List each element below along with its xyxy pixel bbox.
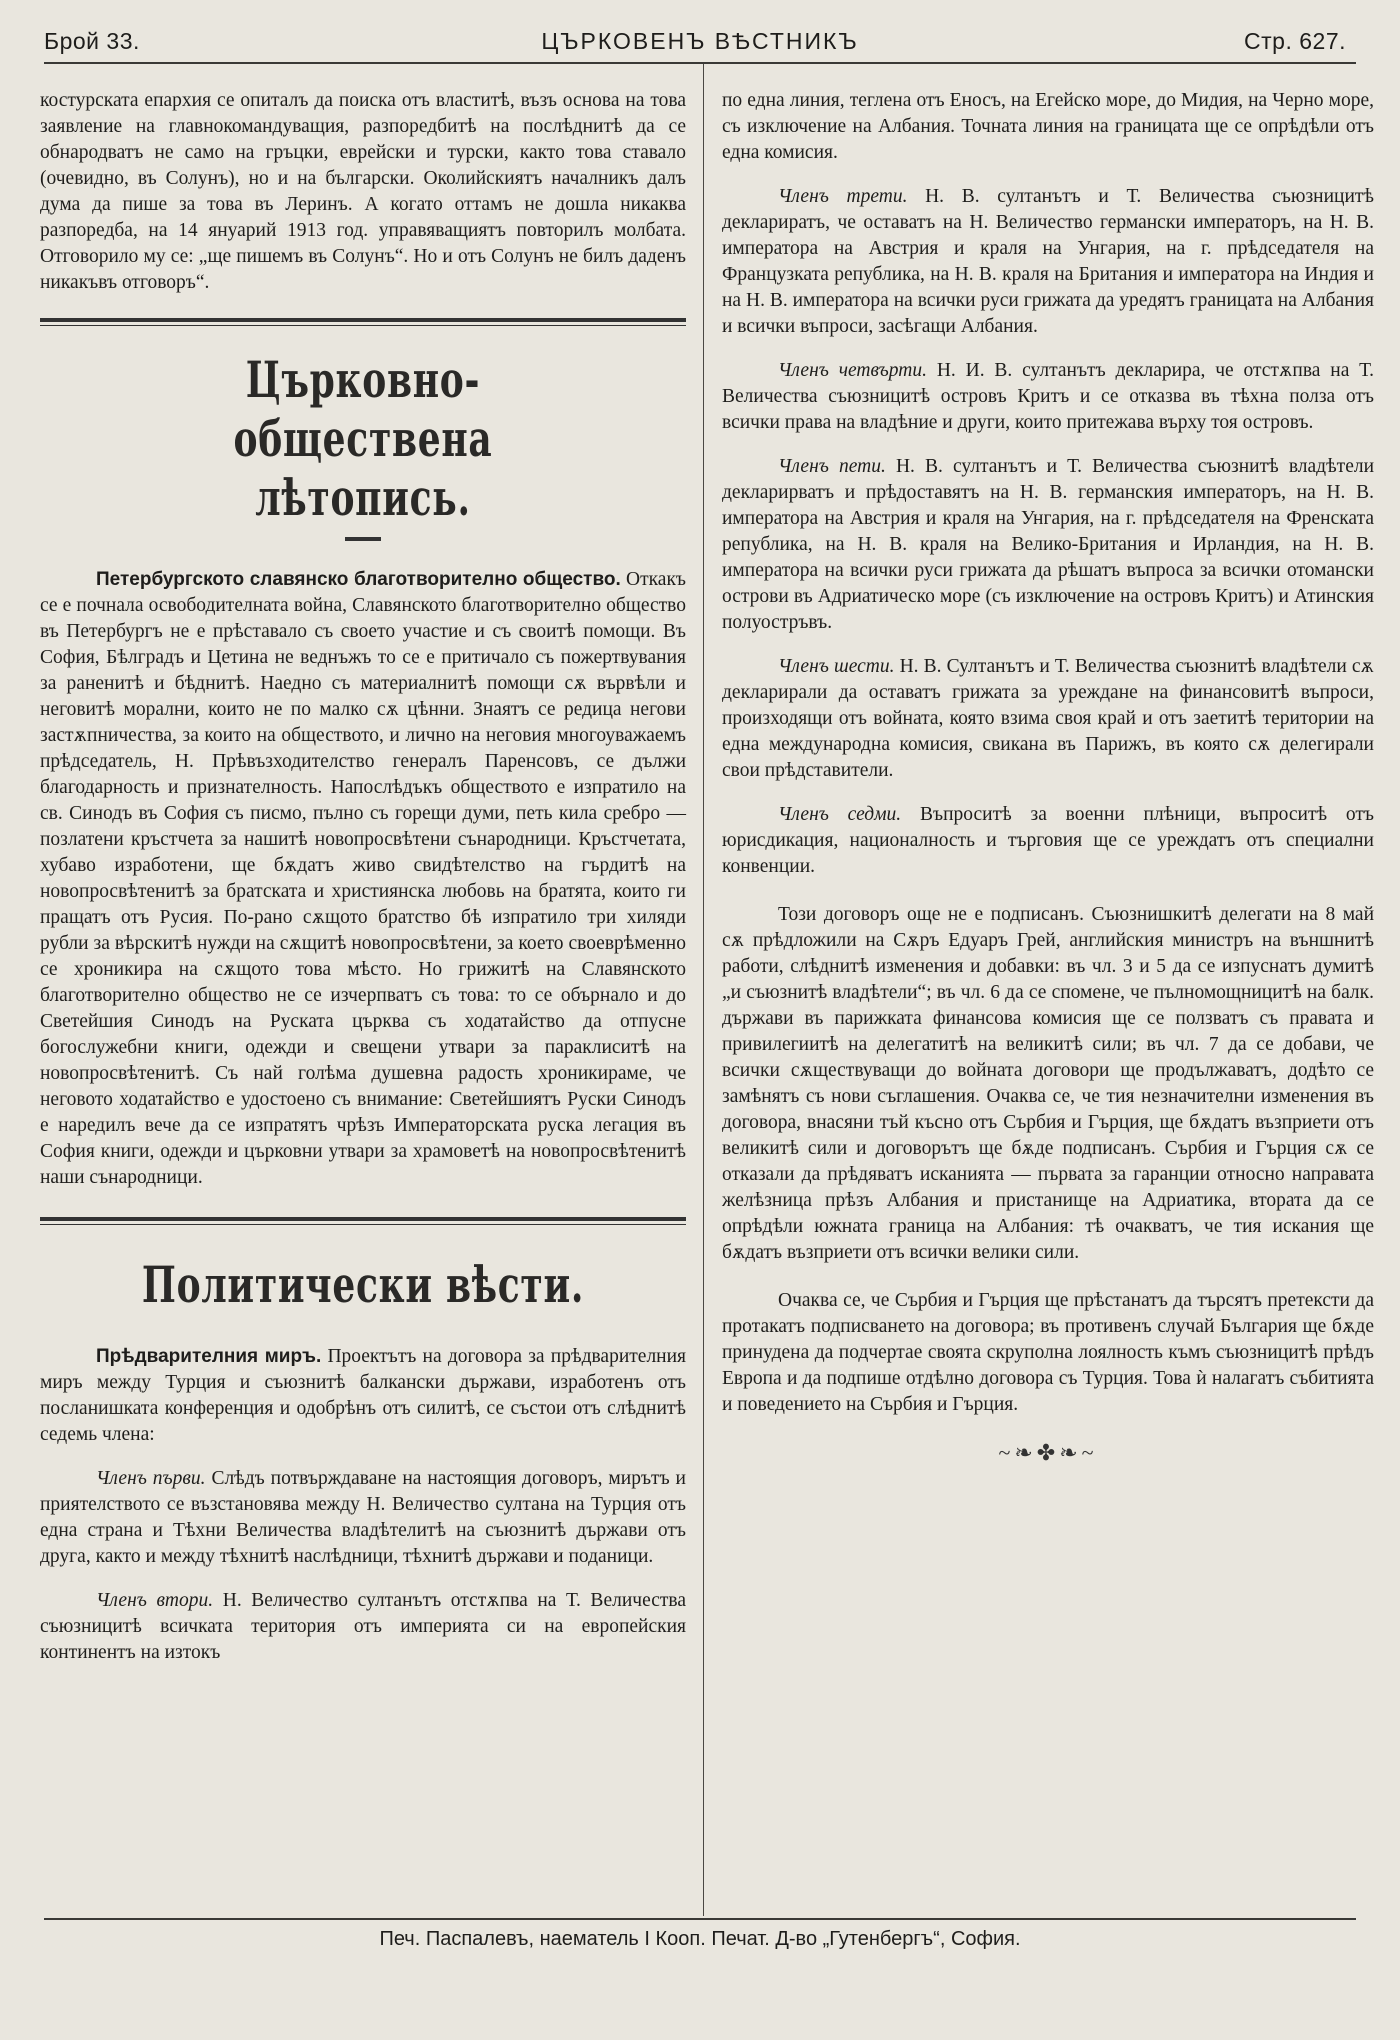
printer-imprint: Печ. Паспалевъ, наематель I Кооп. Печат. Д-во „Гутенбергъ“, София. bbox=[44, 1918, 1356, 1951]
clause-text: Н. В. султанътъ и Т. Величества съюзницитѣ деклариратъ, че оставатъ на Н. Величество германски императоръ, на Н. В. императора на Австрия и краля на Унгария, на г. прѣдседателя на Французката република, на Н. В. краля на Британия и императора на Индия и на Н. В. императора на всички руси грижата да уредятъ границата на Албания и всички въпроси, засѣгащи Албания. bbox=[722, 186, 1375, 337]
clause-label: Членъ трети. bbox=[778, 186, 908, 207]
section-rule bbox=[40, 1217, 686, 1225]
article-clause-3 bbox=[722, 184, 1374, 340]
left-column bbox=[40, 88, 686, 1666]
article-clause-7 bbox=[722, 802, 1374, 880]
clause-text: Н. Величество султанътъ отстѫпва на Т. Величества съюзницитѣ всичката територия отъ империята си на европейския континентъ на изтокъ bbox=[40, 1590, 686, 1663]
article-lead: Прѣдварителния миръ. bbox=[96, 1346, 322, 1367]
section-title-politics: Политически вѣсти. bbox=[141, 1255, 585, 1314]
clause-text: Н. В. султанътъ и Т. Величества съюзнитѣ владѣтели декларирватъ и прѣдоставятъ на Н. В. германския императоръ, на Н. В. императора на Австрия и краля на Унгария, на г. прѣдседателя на Френската република, на Н. В. краля на Велико-Британия и Ирландия, на Н. В. императора на всички руси грижата да рѣшатъ въпроса за всички отомански острови въ Адриатическо море (съ изключение на островъ Критъ) и Атинския полуостръвъ. bbox=[722, 456, 1375, 633]
clause-text: Въпроситѣ за военни плѣници, въпроситѣ отъ юрисдикация, националность и търговия ще се уреждатъ отъ специални конвенции. bbox=[722, 804, 1375, 877]
column-divider bbox=[703, 64, 704, 1916]
issue-number: Брой 33. bbox=[44, 28, 140, 54]
clause-label: Членъ шести. bbox=[778, 656, 895, 677]
page-header bbox=[44, 18, 1356, 64]
clause-label: Членъ първи. bbox=[96, 1468, 206, 1489]
article-body: Откакъ се е почнала освободителната война, Славянското благотворително общество въ Петербургъ не е прѣставало съ своето участие и съ своитѣ помощи. Въ София, Бѣлградъ и Цетина не веднъжъ то се е притичало съ пожертвувания за раненитѣ и бѣднитѣ. Наедно съ материалнитѣ помощи сѫ вървѣли и неговитѣ морални, които не по малко сѫ цѣнни. Знаятъ се редица негови застѫпничества, за които на обществото, и лично на неговия многоуважаемъ прѣдседатель, Н. Прѣвъзходителство генералъ Паренсовъ, се дължи благодарность и признателность. Напослѣдъкъ обществото е изпратило на св. Синодъ въ София съ писмо, пълно съ горещи думи, петь кила сребро — позлатени кръстчета за нашитѣ новопросвѣтени сънародници. Кръстчетата, хубаво изработени, ще бѫдатъ живо свидѣтелство на гърдитѣ на новопросвѣтенитѣ за братската и християнска любовь на братята, които ги пращатъ отъ Русия. По-рано сѫщото братство бѣ изпратило три хиляди рубли за вѣрскитѣ нужди на сѫщитѣ новопросвѣтени, за което своеврѣменно се хроникира на сѫщото това мѣсто. Но грижитѣ на Славянското благотворително общество не се изчерпватъ съ това: то се обърнало и до Светейшия Синодъ на Руската църква съ ходатайство да отпусне богослужебни книги, одежди и свещени утвари за параклиситѣ на новопросвѣтенитѣ. Съ най голѣма душевна радость хроникираме, че неговото ходатайство е удостоено съ внимание: Светейшиятъ Руски Синодъ е наредилъ вече да се изпратятъ чрѣзъ Императорската руска легация въ София книги, одежди и църковни утвари за храмоветѣ на новопросвѣтенитѣ наши сънародници. bbox=[40, 569, 687, 1188]
title-dash bbox=[345, 537, 381, 541]
continued-paragraph: костурската епархия се опиталъ да поиска отъ властитѣ, възъ основа на това заявление на главнокомандуващия, разпоредбитѣ на послѣднитѣ да се обнародватъ не само на гръцки, еврейски и турски, както това ставало (очевидно, въ Солунъ), но и на български. Околийскиятъ началникъ далъ дума да пише за това въ Леринъ. А когато оттамъ не дошла никаква разпоредба, на 14 януарий 1913 год. управяващиятъ повторилъ молбата. Отговорило му се: „ще пишемъ въ Солунъ“. Но и отъ Солунъ не билъ даденъ никакъвъ отговоръ“. bbox=[40, 90, 686, 293]
section-rule bbox=[40, 318, 686, 326]
clause-label: Членъ пети. bbox=[778, 456, 886, 477]
section-title-chronicle: Църковно-обществена лѣтопись. bbox=[233, 350, 493, 527]
clause-text: Н. В. Султанътъ и Т. Величества съюзнитѣ владѣтели сѫ декларирали да оставатъ грижата за уреждане на финансовитѣ въпроси, произходящи отъ войната, която взима своя край и отъ заетитѣ територии на една международна комисия, свикана въ Парижъ, въ която сѫ делегирали свои прѣдставители. bbox=[722, 656, 1375, 781]
article-lead: Петербургското славянско благотворително общество. bbox=[96, 569, 621, 590]
right-column bbox=[722, 88, 1374, 1466]
article-clause-4 bbox=[722, 358, 1374, 436]
article-slavic-society bbox=[40, 567, 686, 1191]
clause-label: Членъ седми. bbox=[778, 804, 902, 825]
article-clause-1 bbox=[40, 1466, 686, 1570]
article-preliminary-peace bbox=[40, 1344, 686, 1448]
masthead-title: ЦЪРКОВЕНЪ ВѢСТНИКЪ bbox=[541, 28, 859, 54]
paragraph-expectation: Очаква се, че Сърбия и Гърция ще прѣстанатъ да търсятъ претексти да протакатъ подписването на договора; въ противенъ случай България ще бѫде принудена да подчертае своята скруполна лоялность къмъ съюзницитѣ прѣдъ Европа и да подпише отдѣлно договора съ Турция. Това ѝ налагатъ събитията и поведението на Сърбия и Гърция. bbox=[722, 1290, 1374, 1415]
clause-2-continued: по една линия, теглена отъ Еносъ, на Егейско море, до Мидия, на Черно море, съ изключение на Албания. Точната линия на границата ще се опрѣдѣли отъ една комисия. bbox=[722, 90, 1374, 163]
clause-label: Членъ втори. bbox=[96, 1590, 214, 1611]
article-body: Проектътъ на договора за прѣдварителния миръ между Турция и съюзнитѣ балкански държави, изработенъ отъ посланишката конференция и одобрѣнъ отъ силитѣ, се състои отъ слѣднитѣ седемь члена: bbox=[40, 1346, 687, 1445]
article-clause-2 bbox=[40, 1588, 686, 1666]
clause-text: Н. И. В. султанътъ декларира, че отстѫпва на Т. Величества съюзницитѣ островъ Критъ и се отказва въ тѣхна полза отъ всички права на владѣние и други, които притежава върху тоя островъ. bbox=[722, 360, 1375, 433]
ornament-fleuron: ~❧✤❧~ bbox=[998, 1440, 1098, 1465]
clause-label: Членъ четвърти. bbox=[778, 360, 928, 381]
paragraph-treaty-not-signed: Този договоръ още не е подписанъ. Съюзнишкитѣ делегати на 8 май сѫ прѣдложили на Сѫръ Едуаръ Грей, английския министръ на външнитѣ работи, слѣднитѣ изменения и добавки: въ чл. 3 и 5 да се изпуснатъ думитѣ „и съюзнитѣ владѣтели“; въ чл. 6 да се спомене, че пълномощницитѣ на балк. държави въ парижката финансова комисия ще се ползватъ съ правата и привилегиитѣ на делегатитѣ на великитѣ сили; въ чл. 7 да се добави, че всички сѫществуващи до войната договори ще продължаватъ, додѣто се замѣнятъ съ нови съглашения. Очаква се, че тия незначителни изменения въ договора, внасяни тъй късно отъ Сърбия и Гърция, ще бѫдатъ възприети отъ великитѣ сили и договорътъ ще бѫде подписанъ. Сърбия и Гърция сѫ се отказали да прѣдяватъ исканията — първата за гаранции относно направата желѣзница прѣзъ Албания и пристанище на Адриатика, втората да се опрѣдѣли южната граница на Албания: тѣ очакватъ, че тия искания ще бѫдатъ възприети отъ всички велики сили. bbox=[722, 904, 1374, 1263]
article-clause-6 bbox=[722, 654, 1374, 784]
article-clause-5 bbox=[722, 454, 1374, 636]
page-number: Стр. 627. bbox=[1244, 28, 1346, 54]
clause-text: Слѣдъ потвърждаване на настоящия договоръ, мирътъ и приятелството се възстановява между Н. Величество султана на Турция отъ една страна и Тѣхни Величества владѣтелитѣ на съюзнитѣ държави отъ друга, както и между тѣхнитѣ наслѣдници, тѣхнитѣ държави и поданици. bbox=[40, 1468, 686, 1567]
